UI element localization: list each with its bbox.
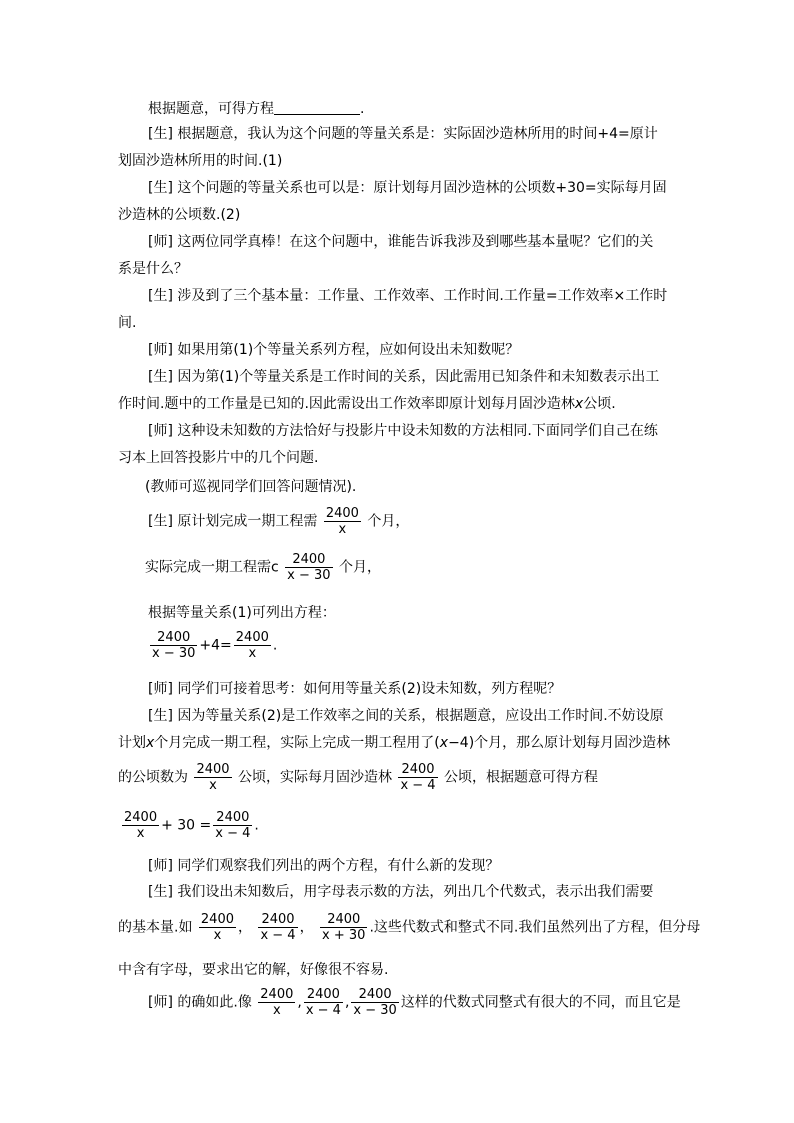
text-line: 沙造林的公顷数.(2) — [118, 207, 241, 223]
fraction: $\frac{2400}{x - 4}$ — [260, 912, 296, 943]
fraction: $\frac{2400}{x - 4}$ — [400, 762, 436, 793]
text-line: [生] 我们设出未知数后，用字母表示数的方法，列出几个代数式，表示出我们需要 — [148, 884, 654, 900]
formula-line: 的基本量.如 $\frac{2400}{x}$ ， $\frac{2400}{x - 4}$ ， $\frac{2400}{x + 30}$ .这些代数式和整式不同.我们虽然列出了方程，但分母 — [118, 912, 701, 943]
answer-blank — [274, 100, 360, 115]
text-line: 系是什么？ — [118, 261, 188, 277]
formula-line: 实际完成一期工程需c $\frac{2400}{x - 30}$ 个月， — [145, 552, 382, 583]
text-line: [师] 这种设未知数的方法恰好与投影片中设未知数的方法相同.下面同学们自己在练 — [148, 423, 658, 439]
fraction: $\frac{2400}{x}$ — [235, 630, 269, 661]
text-line: [生] 因为等量关系(2)是工作效率之间的关系，根据题意，应设出工作时间.不妨设原 — [148, 708, 664, 724]
formula-line: 的公顷数为 $\frac{2400}{x}$ 公顷，实际每月固沙造林 $\frac{2400}{x - 4}$ 公顷，根据题意可得方程 — [118, 762, 599, 793]
text-line: [师] 如果用第(1)个等量关系列方程，应如何设出未知数呢？ — [148, 342, 520, 358]
fraction: $\frac{2400}{x}$ — [200, 912, 234, 943]
text-line: [师] 这两位同学真棒！在这个问题中，谁能告诉我涉及到哪些基本量呢？它们的关 — [148, 234, 654, 250]
fraction: $\frac{2400}{x - 4}$ — [305, 987, 341, 1018]
formula-line: [生] 原计划完成一期工程需 $\frac{2400}{x}$ 个月， — [148, 506, 410, 537]
text-line: 根据等量关系(1)可列出方程： — [148, 605, 336, 621]
fraction: $\frac{2400}{x - 4}$ — [215, 810, 251, 841]
text-line: (教师可巡视同学们回答问题情况). — [145, 479, 357, 495]
text-line: 计划x个月完成一期工程，实际上完成一期工程用了(x−4)个月，那么原计划每月固沙造林 — [118, 735, 671, 751]
equation-2: $\frac{2400}{x}$ + 30 = $\frac{2400}{x - 4}$ . — [124, 810, 259, 841]
fraction: $\frac{2400}{x}$ — [260, 987, 294, 1018]
text-line: [师] 同学们可接着思考：如何用等量关系(2)设未知数，列方程呢？ — [148, 681, 562, 697]
fraction: $\frac{2400}{x}$ — [325, 506, 359, 537]
fraction: $\frac{2400}{x}$ — [124, 810, 158, 841]
fraction: $\frac{2400}{x - 30}$ — [152, 630, 196, 661]
fraction: $\frac{2400}{x + 30}$ — [322, 912, 366, 943]
text-line: [师] 同学们观察我们列出的两个方程，有什么新的发现？ — [148, 858, 500, 874]
text-line: [生] 涉及到了三个基本量：工作量、工作效率、工作时间.工作量=工作效率×工作时 — [148, 288, 668, 304]
text-line: 作时间.题中的工作量是已知的.因此需设出工作效率即原计划每月固沙造林x公顷. — [118, 396, 616, 412]
text-line: [生] 这个问题的等量关系也可以是：原计划每月固沙造林的公顷数+30=实际每月固 — [148, 180, 667, 196]
fraction: $\frac{2400}{x}$ — [196, 762, 230, 793]
text-line: 习本上回答投影片中的几个问题. — [118, 450, 319, 466]
formula-line: [师] 的确如此.像 $\frac{2400}{x}$ , $\frac{2400}{x - 4}$ , $\frac{2400}{x - 30}$ 这样的代数式同整式有很大的不同，而且它是 — [148, 987, 681, 1018]
text-line: 间. — [118, 315, 137, 331]
text-line: 根据题意，可得方程 . — [148, 101, 365, 117]
equation-1: $\frac{2400}{x - 30}$ +4= $\frac{2400}{x}$ . — [152, 630, 278, 661]
text-line: [生] 根据题意，我认为这个问题的等量关系是：实际固沙造林所用的时间+4=原计 — [148, 126, 658, 142]
text-line: [生] 因为第(1)个等量关系是工作时间的关系，因此需用已知条件和未知数表示出工 — [148, 369, 660, 385]
fraction: $\frac{2400}{x - 30}$ — [287, 552, 331, 583]
text-line: 中含有字母，要求出它的解，好像很不容易. — [118, 962, 389, 978]
fraction: $\frac{2400}{x - 30}$ — [353, 987, 397, 1018]
text-line: 划固沙造林所用的时间.(1) — [118, 153, 283, 169]
